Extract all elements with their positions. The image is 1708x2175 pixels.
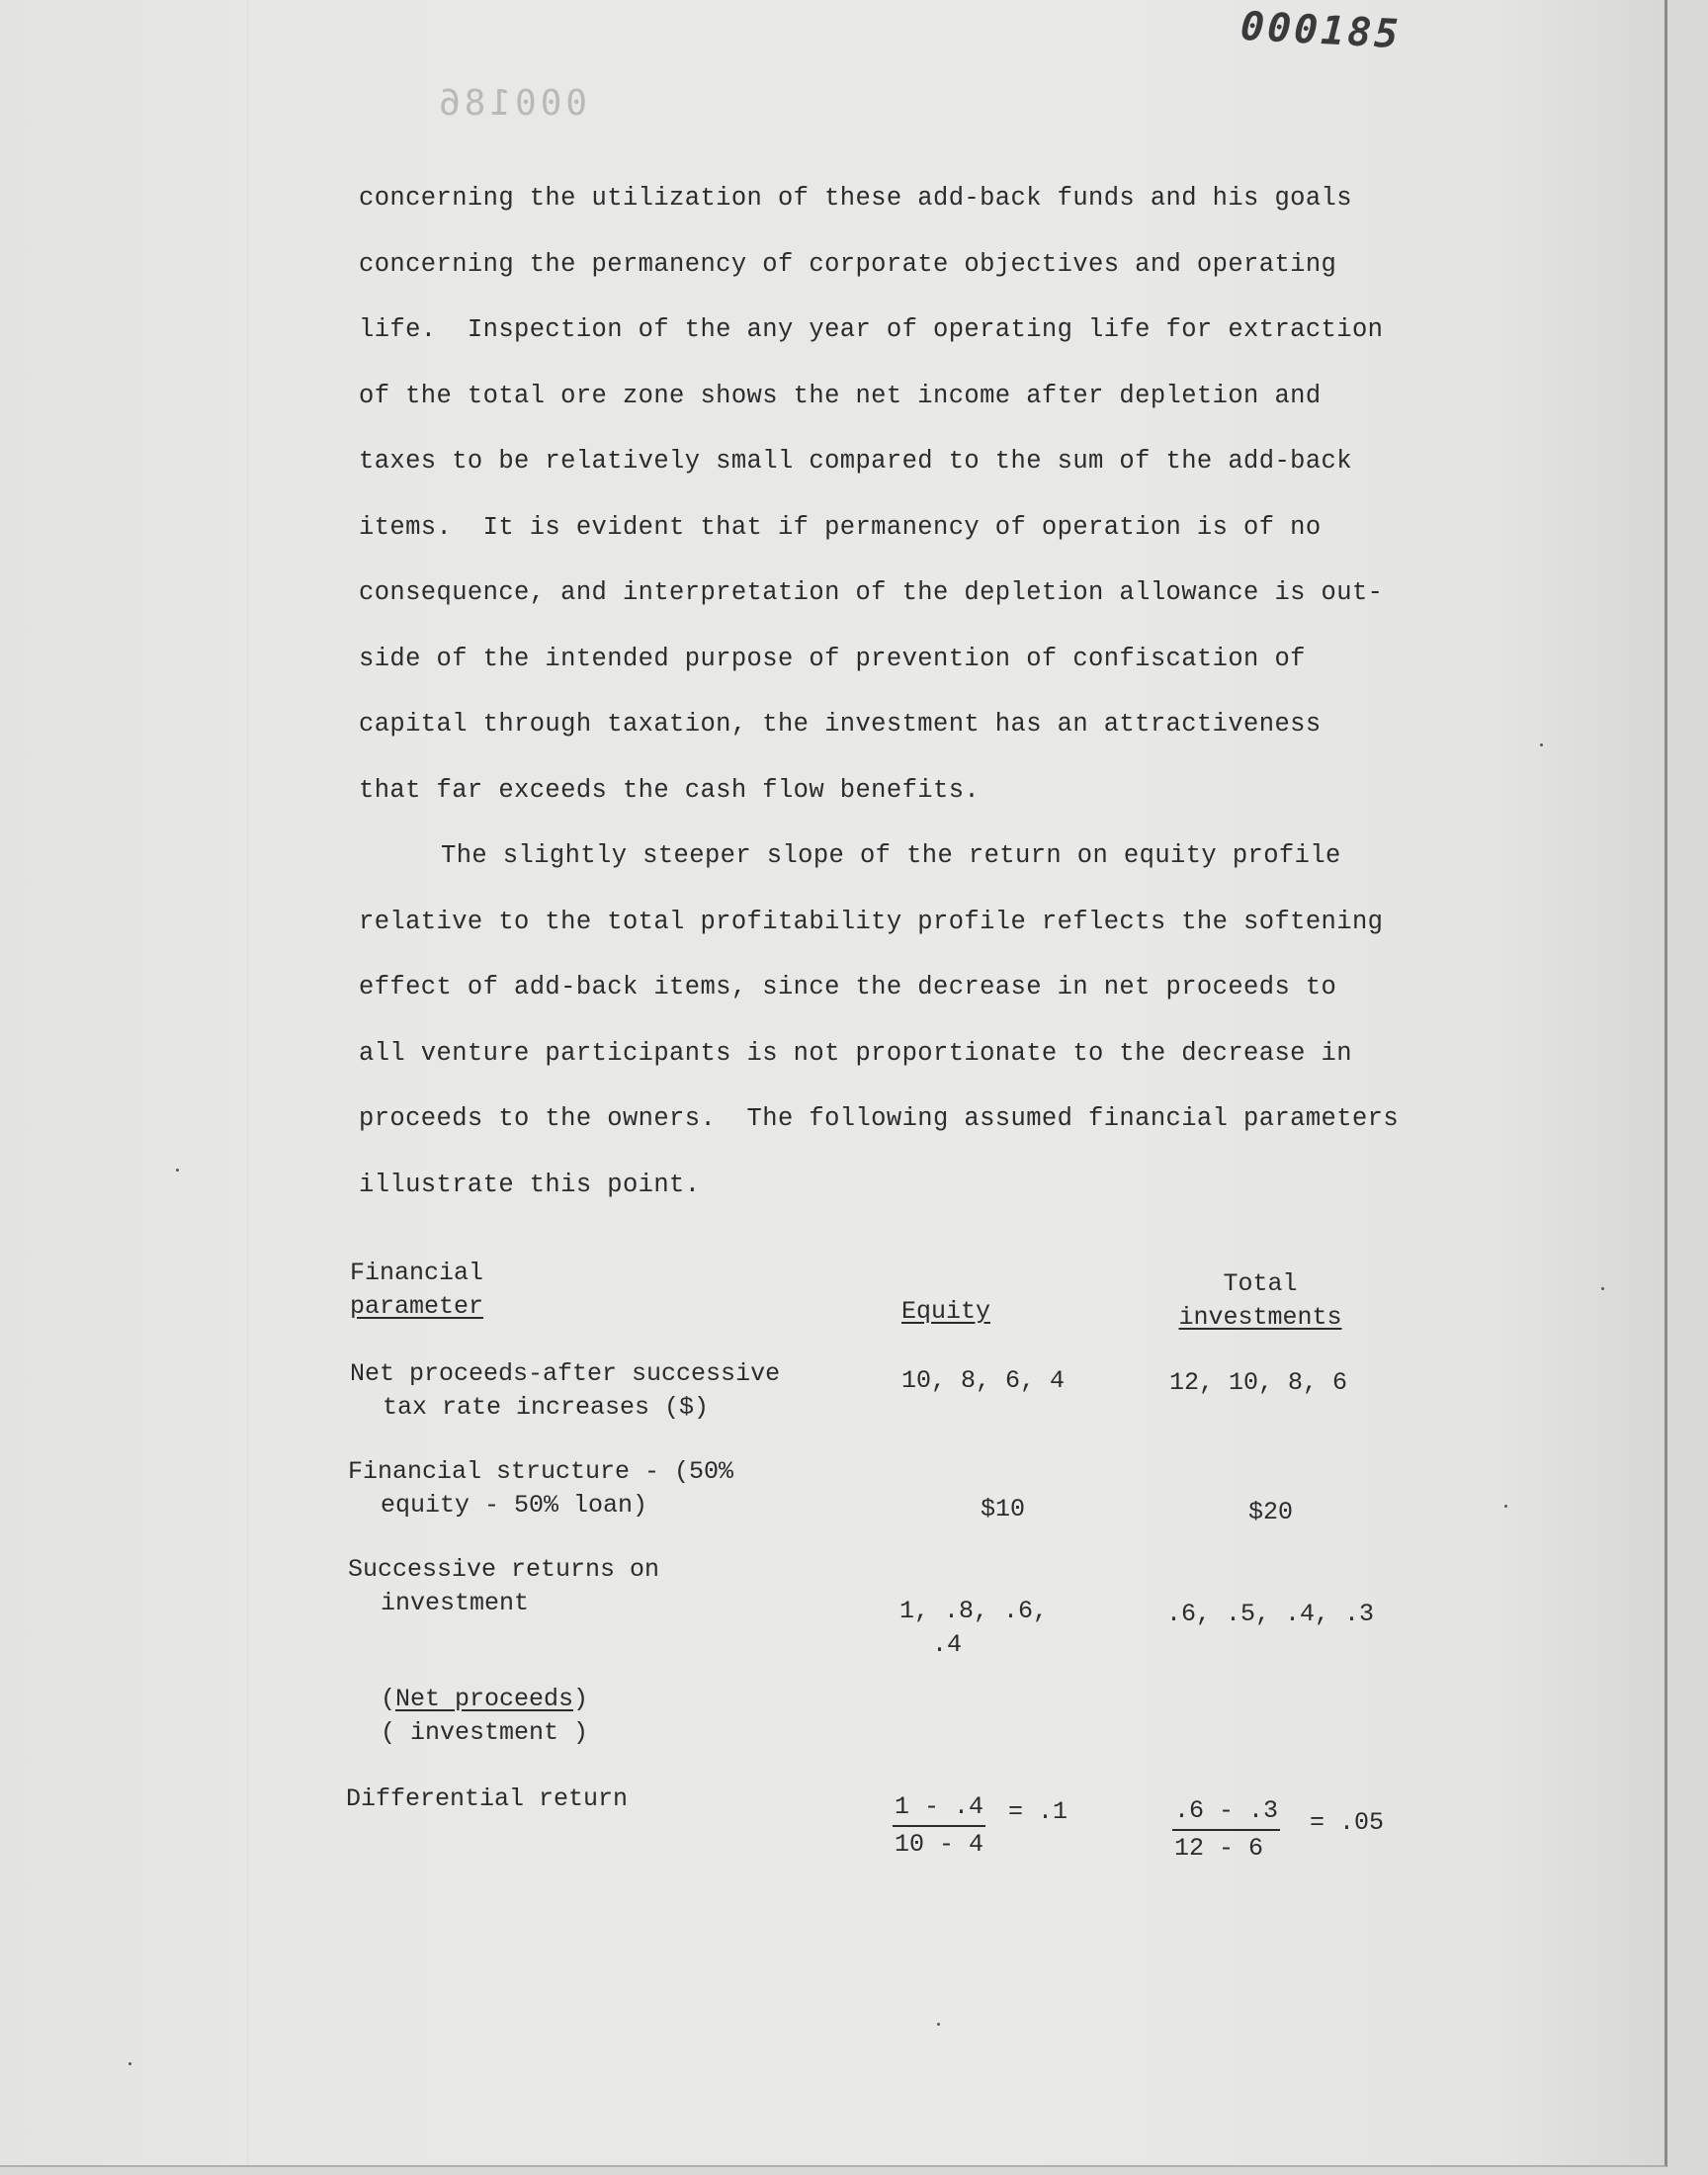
row-label-financial-structure	[348, 1455, 733, 1522]
header-total-investments	[1166, 1267, 1354, 1335]
row-label-line: tax rate increases ($)	[383, 1393, 710, 1422]
bleed-through-stamp: 000186	[435, 83, 588, 124]
header-total-line2: investments	[1178, 1303, 1342, 1332]
fraction-numerator: 1 - .4	[893, 1789, 985, 1827]
text-line: concerning the permanency of corporate objectives and operating	[359, 249, 1337, 279]
ratio-note-close-paren: )	[573, 1685, 589, 1713]
fraction-denominator: 10 - 4	[895, 1830, 984, 1859]
text-line: effect of add-back items, since the decrease in net proceeds to	[359, 973, 1337, 1001]
text-line: taxes to be relatively small compared to the sum of the add-back	[359, 447, 1352, 476]
scan-speck	[128, 2062, 131, 2065]
header-financial-parameter	[350, 1257, 483, 1324]
row-label-net-proceeds	[350, 1357, 780, 1425]
row-label-line: investment	[381, 1589, 530, 1617]
text-line: consequence, and interpretation of the depletion allowance is out-	[359, 578, 1384, 607]
text-line: proceeds to the owners. The following assumed financial parameters	[359, 1104, 1400, 1133]
row-label-line: equity - 50% loan)	[381, 1491, 648, 1520]
text-line: of the total ore zone shows the net income after depletion and	[359, 381, 1322, 410]
row-successive-returns-equity	[899, 1595, 1048, 1662]
ratio-note-numerator: Net proceeds	[395, 1685, 574, 1713]
total-differential-result: = .05	[1310, 1808, 1385, 1837]
text-line: side of the intended purpose of prevention of confiscation of	[359, 644, 1306, 673]
row-label-successive-returns	[348, 1553, 659, 1620]
text-line: illustrate this point.	[359, 1170, 701, 1199]
fraction-denominator: 12 - 6	[1174, 1834, 1264, 1863]
value-line: .4	[932, 1630, 963, 1659]
header-equity: Equity	[901, 1297, 991, 1326]
scan-fold-line	[247, 0, 248, 2165]
fraction-numerator: .6 - .3	[1172, 1793, 1280, 1831]
row-net-proceeds-total: 12, 10, 8, 6	[1169, 1368, 1348, 1397]
scan-speck	[937, 2023, 940, 2026]
row-financial-structure-total: $20	[1248, 1498, 1294, 1526]
value-line: 1, .8, .6,	[899, 1597, 1049, 1625]
equity-differential-result: = .1	[1008, 1797, 1068, 1826]
row-label-line: Financial structure - (50%	[348, 1457, 734, 1486]
scan-speck	[1504, 1505, 1507, 1508]
row-successive-returns-total: .6, .5, .4, .3	[1166, 1600, 1375, 1628]
text-line: items. It is evident that if permanency of operation is of no	[359, 512, 1322, 542]
text-line: concerning the utilization of these add-back funds and his goals	[359, 184, 1352, 213]
text-line: life. Inspection of the any year of operating life for extraction	[359, 315, 1384, 344]
scan-speck	[176, 1169, 179, 1172]
row-label-line: Successive returns on	[348, 1555, 660, 1584]
paragraph-start-line: The slightly steeper slope of the return on equity profile	[441, 841, 1341, 870]
total-differential-fraction	[1172, 1793, 1280, 1867]
ratio-note-line1: (Net proceeds)	[381, 1685, 589, 1713]
text-line: all venture participants is not proportionate to the decrease in	[359, 1038, 1352, 1068]
ratio-note	[381, 1683, 588, 1750]
row-financial-structure-equity: $10	[981, 1495, 1026, 1523]
equity-differential-fraction	[893, 1789, 985, 1863]
row-label-line: Net proceeds-after successive	[350, 1359, 781, 1388]
header-param-line2: parameter	[350, 1292, 484, 1321]
text-line: capital through taxation, the investment has an attractiveness	[359, 710, 1322, 739]
text-line: relative to the total profitability profile reflects the softening	[359, 907, 1384, 936]
ratio-note-line2: ( investment )	[381, 1718, 589, 1747]
scan-speck	[1601, 1287, 1604, 1290]
header-param-line1: Financial	[350, 1259, 484, 1287]
row-net-proceeds-equity: 10, 8, 6, 4	[901, 1366, 1066, 1395]
scan-speck	[1540, 743, 1543, 746]
page-number-stamp: 000185	[1238, 3, 1403, 58]
body-text	[359, 166, 1486, 1218]
header-total-line1: Total	[1223, 1269, 1298, 1298]
text-line: that far exceeds the cash flow benefits.	[359, 775, 981, 805]
row-label-differential-return: Differential return	[346, 1784, 629, 1813]
